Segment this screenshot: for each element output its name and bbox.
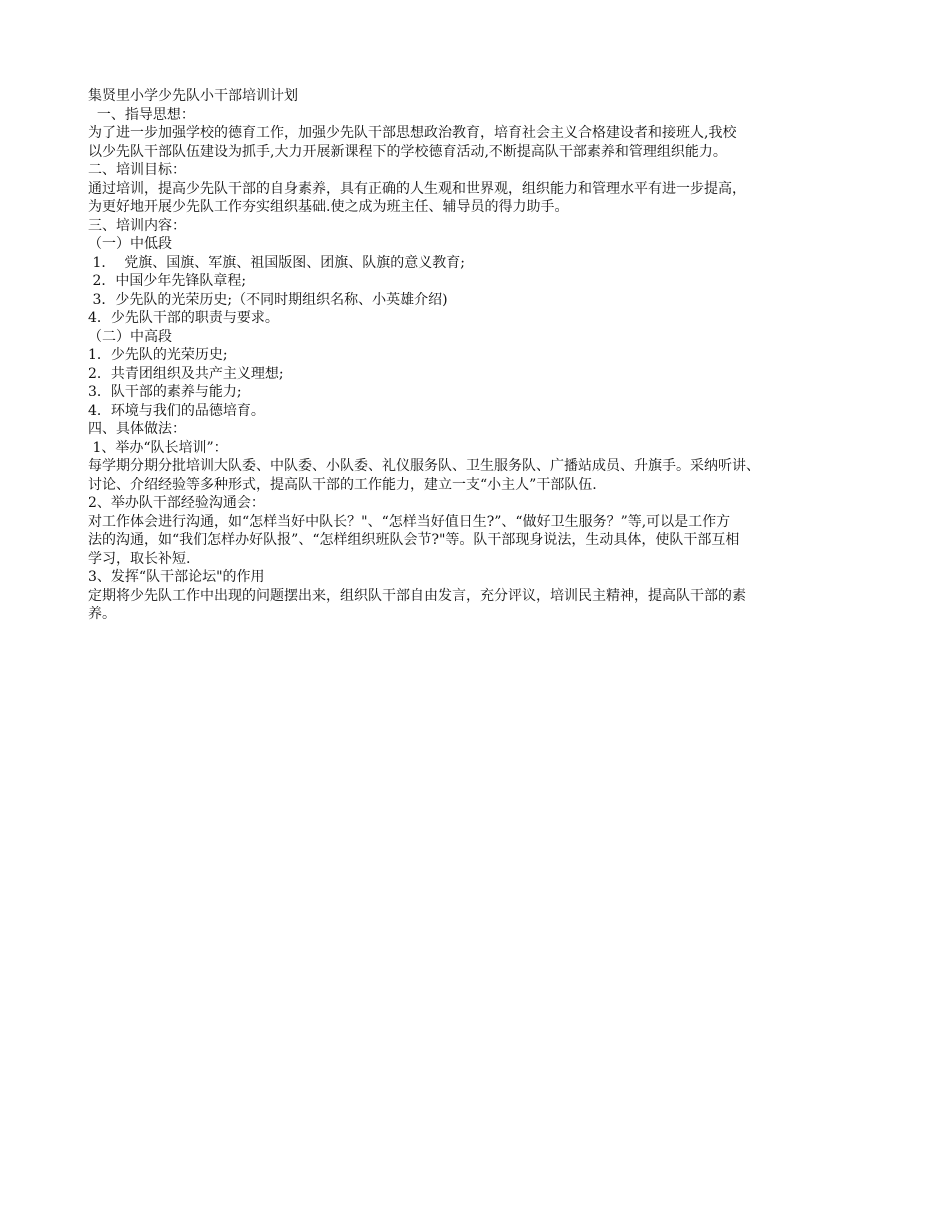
section-heading-training-content: 三、培训内容： [88,217,186,234]
list-item: 2．中国少年先锋队章程; [88,273,247,289]
paragraph-line: 为更好地开展少先队工作夯实组织基础.使之成为班主任、辅导员的得力助手。 [88,199,569,215]
paragraph-line: 讨论、介绍经验等多种形式，提高队干部的工作能力，建立一支“小主人”干部队伍. [88,476,597,493]
paragraph-line: 学习，取长补短. [88,550,191,567]
document-title: 集贤里小学少先队小干部培训计划 [88,88,298,104]
method-heading: 1、举办“队长培训”： [88,439,228,456]
list-item: 1． 党旗、国旗、军旗、祖国版图、团旗、队旗的意义教育; [88,254,465,271]
list-item: 4．环境与我们的品德培育。 [88,402,265,419]
paragraph-line: 定期将少先队工作中出现的问题摆出来，组织队干部自由发言，充分评议，培训民主精神，提高队干部的素 [88,587,746,604]
list-item: 3．队干部的素养与能力; [88,384,242,400]
list-item: 2．共青团组织及共产主义理想; [88,365,284,382]
paragraph-line: 法的沟通，如“我们怎样办好队报”、“怎样组织班队会节?"等。队干部现身说法，生动具体，使队干部互相 [88,532,740,548]
section-heading-guiding-thought: 一、指导思想： [88,106,195,123]
list-item: 3．少先队的光荣历史;（不同时期组织名称、小英雄介绍) [88,291,448,308]
method-heading: 3、发挥“队干部论坛"的作用 [88,569,265,585]
section-heading-methods: 四、具体做法： [88,421,186,437]
paragraph-line: 对工作体会进行沟通，如“怎样当好中队长？"、“怎样当好值日生?”、“做好卫生服务？”等,可以是工作方 [88,513,731,530]
paragraph-line: 通过培训，提高少先队干部的自身素养，具有正确的人生观和世界观，组织能力和管理水平有进一步提高， [88,180,746,197]
section-heading-training-goals: 二、培训目标： [88,162,186,178]
method-heading: 2、举办队干部经验沟通会： [88,495,265,511]
paragraph-line: 为了进一步加强学校的德育工作，加强少先队干部思想政治教育，培育社会主义合格建设者和接班人,我校 [88,125,737,141]
document-body [88,87,878,624]
list-item: 1．少先队的光荣历史; [88,347,228,363]
subsection-heading-lower-grades: （一）中低段 [88,236,172,252]
paragraph-line: 每学期分期分批培训大队委、中队委、小队委、礼仪服务队、卫生服务队、广播站成员、升旗手。采纳听讲、 [88,458,760,474]
paragraph-line: 以少先队干部队伍建设为抓手,大力开展新课程下的学校德育活动,不断提高队干部素养和管理组织能力。 [88,143,727,160]
list-item: 4．少先队干部的职责与要求。 [88,310,279,326]
subsection-heading-upper-grades: （二）中高段 [88,328,172,345]
paragraph-line: 养。 [88,606,116,622]
